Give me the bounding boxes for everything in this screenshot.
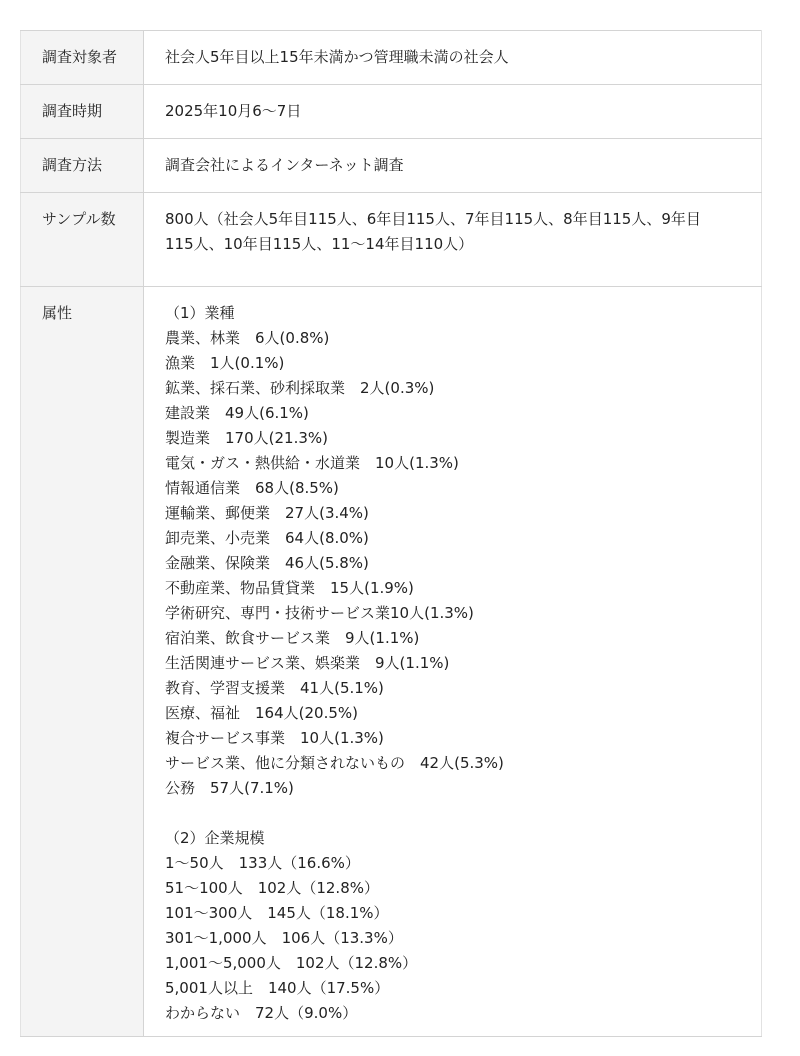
list-item: 生活関連サービス業、娯楽業 9人(1.1%) — [165, 654, 450, 672]
table-row — [21, 85, 762, 139]
row-value: 調査会社によるインターネット調査 — [144, 139, 762, 193]
list-item: 51〜100人 102人（12.8%） — [165, 879, 379, 897]
list-item: 5,001人以上 140人（17.5%） — [165, 979, 390, 997]
survey-overview-table — [20, 30, 762, 1037]
list-item: 運輸業、郵便業 27人(3.4%) — [165, 504, 369, 522]
table-row — [21, 287, 762, 1037]
list-item: サービス業、他に分類されないもの 42人(5.3%) — [165, 754, 504, 772]
industry-list — [165, 326, 749, 801]
list-item: 漁業 1人(0.1%) — [165, 354, 285, 372]
list-item: 複合サービス事業 10人(1.3%) — [165, 729, 384, 747]
list-item: 建設業 49人(6.1%) — [165, 404, 309, 422]
list-item: 不動産業、物品賃貸業 15人(1.9%) — [165, 579, 414, 597]
list-item: 1,001〜5,000人 102人（12.8%） — [165, 954, 418, 972]
list-item: 学術研究、専門・技術サービス業10人(1.3%) — [165, 604, 474, 622]
list-item: 公務 57人(7.1%) — [165, 779, 294, 797]
company-size-list — [165, 851, 749, 1026]
value-line: 115人、10年目115人、11〜14年目110人） — [165, 235, 474, 253]
list-item: 金融業、保険業 46人(5.8%) — [165, 554, 369, 572]
row-value: 社会人5年目以上15年未満かつ管理職未満の社会人 — [144, 31, 762, 85]
list-item: 101〜300人 145人（18.1%） — [165, 904, 389, 922]
table-row — [21, 193, 762, 287]
row-value: 2025年10月6〜7日 — [144, 85, 762, 139]
list-item: 農業、林業 6人(0.8%) — [165, 329, 330, 347]
list-item: 卸売業、小売業 64人(8.0%) — [165, 529, 369, 547]
list-item: 1〜50人 133人（16.6%） — [165, 854, 360, 872]
row-label: 調査対象者 — [21, 31, 144, 85]
row-label: 調査時期 — [21, 85, 144, 139]
attributes-list — [144, 287, 762, 1037]
list-item: 医療、福祉 164人(20.5%) — [165, 704, 358, 722]
row-label: 属性 — [21, 287, 144, 1037]
row-label: サンプル数 — [21, 193, 144, 287]
table-row — [21, 31, 762, 85]
list-item: 鉱業、採石業、砂利採取業 2人(0.3%) — [165, 379, 435, 397]
list-item: 宿泊業、飲食サービス業 9人(1.1%) — [165, 629, 420, 647]
table-row — [21, 139, 762, 193]
row-value — [144, 193, 762, 287]
list-item: 製造業 170人(21.3%) — [165, 429, 328, 447]
list-item: 301〜1,000人 106人（13.3%） — [165, 929, 403, 947]
list-item: 情報通信業 68人(8.5%) — [165, 479, 339, 497]
row-label: 調査方法 — [21, 139, 144, 193]
section-title: （1）業種 — [165, 304, 235, 322]
list-item: 電気・ガス・熱供給・水道業 10人(1.3%) — [165, 454, 459, 472]
section-title: （2）企業規模 — [165, 829, 265, 847]
list-item: 教育、学習支援業 41人(5.1%) — [165, 679, 384, 697]
value-line: 800人（社会人5年目115人、6年目115人、7年目115人、8年目115人、9年目 — [165, 210, 701, 228]
list-item: わからない 72人（9.0%） — [165, 1004, 358, 1022]
